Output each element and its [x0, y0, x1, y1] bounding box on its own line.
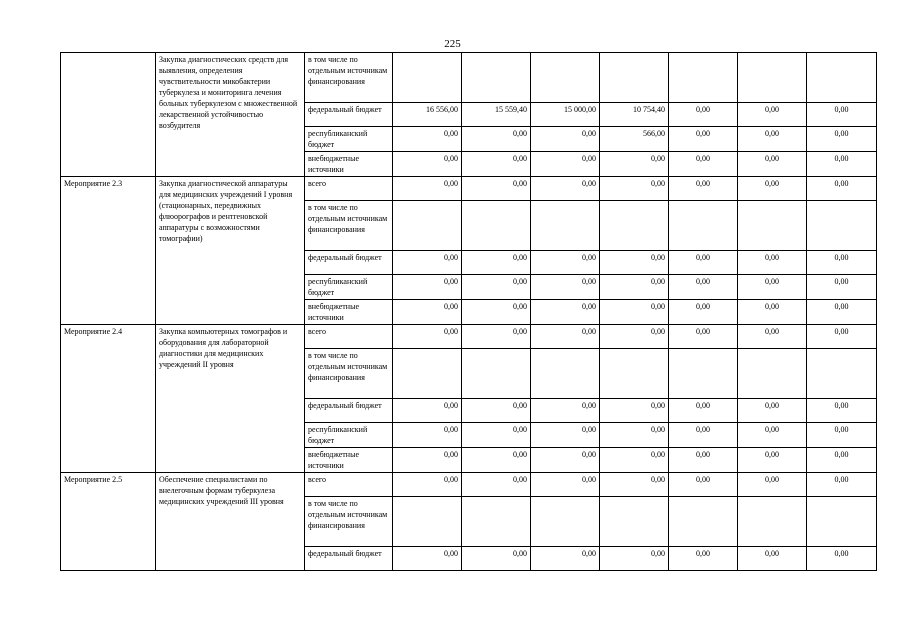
measure-code: Мероприятие 2.3	[61, 177, 156, 325]
amount-cell: 0,00	[669, 251, 738, 275]
amount-cell: 0,00	[807, 547, 877, 571]
amount-cell	[738, 53, 807, 103]
amount-cell: 0,00	[669, 300, 738, 325]
amount-cell: 0,00	[393, 325, 462, 349]
funding-source: федеральный бюджет	[305, 251, 393, 275]
amount-cell: 0,00	[393, 448, 462, 473]
funding-source: всего	[305, 325, 393, 349]
funding-source: республиканский бюджет	[305, 423, 393, 448]
amount-cell	[738, 201, 807, 251]
amount-cell	[669, 497, 738, 547]
amount-cell: 15 559,40	[462, 103, 531, 127]
amount-cell: 0,00	[462, 325, 531, 349]
amount-cell	[600, 497, 669, 547]
amount-cell: 0,00	[738, 177, 807, 201]
amount-cell: 0,00	[531, 152, 600, 177]
funding-source: республиканский бюджет	[305, 275, 393, 300]
amount-cell: 0,00	[600, 448, 669, 473]
amount-cell: 0,00	[531, 399, 600, 423]
table-row	[61, 325, 877, 349]
amount-cell: 0,00	[669, 152, 738, 177]
amount-cell	[600, 53, 669, 103]
funding-source: в том числе по отдельным источникам финансирования	[305, 53, 393, 103]
amount-cell: 0,00	[393, 127, 462, 152]
amount-cell: 0,00	[669, 547, 738, 571]
amount-cell: 0,00	[462, 127, 531, 152]
amount-cell: 0,00	[669, 423, 738, 448]
funding-source: внебюджетные источники	[305, 448, 393, 473]
amount-cell: 0,00	[393, 275, 462, 300]
amount-cell: 0,00	[600, 177, 669, 201]
amount-cell: 0,00	[462, 177, 531, 201]
page-number: 225	[444, 38, 461, 50]
amount-cell: 0,00	[738, 325, 807, 349]
amount-cell: 0,00	[600, 251, 669, 275]
amount-cell	[462, 497, 531, 547]
amount-cell: 0,00	[669, 275, 738, 300]
table-row	[61, 177, 877, 201]
funding-source: республиканский бюджет	[305, 127, 393, 152]
amount-cell: 0,00	[669, 127, 738, 152]
amount-cell: 0,00	[531, 251, 600, 275]
amount-cell: 10 754,40	[600, 103, 669, 127]
amount-cell: 0,00	[738, 127, 807, 152]
amount-cell	[462, 201, 531, 251]
amount-cell	[738, 349, 807, 399]
amount-cell	[531, 53, 600, 103]
amount-cell: 0,00	[738, 448, 807, 473]
amount-cell: 0,00	[807, 251, 877, 275]
amount-cell: 0,00	[462, 251, 531, 275]
amount-cell	[462, 53, 531, 103]
amount-cell	[393, 201, 462, 251]
amount-cell	[669, 201, 738, 251]
amount-cell: 0,00	[531, 448, 600, 473]
amount-cell	[393, 497, 462, 547]
amount-cell	[531, 349, 600, 399]
amount-cell: 0,00	[807, 325, 877, 349]
amount-cell: 0,00	[393, 547, 462, 571]
funding-source: федеральный бюджет	[305, 547, 393, 571]
amount-cell: 0,00	[462, 152, 531, 177]
amount-cell	[807, 201, 877, 251]
amount-cell: 0,00	[738, 399, 807, 423]
funding-source: в том числе по отдельным источникам финансирования	[305, 497, 393, 547]
amount-cell: 0,00	[600, 399, 669, 423]
measure-code: Мероприятие 2.4	[61, 325, 156, 473]
amount-cell: 0,00	[600, 275, 669, 300]
amount-cell: 0,00	[393, 251, 462, 275]
amount-cell	[462, 349, 531, 399]
amount-cell: 0,00	[807, 177, 877, 201]
amount-cell: 0,00	[393, 300, 462, 325]
amount-cell: 0,00	[531, 127, 600, 152]
amount-cell: 0,00	[531, 275, 600, 300]
amount-cell	[807, 497, 877, 547]
amount-cell: 0,00	[600, 423, 669, 448]
amount-cell: 0,00	[462, 448, 531, 473]
amount-cell: 0,00	[531, 547, 600, 571]
amount-cell: 0,00	[462, 423, 531, 448]
amount-cell: 0,00	[738, 251, 807, 275]
amount-cell: 0,00	[600, 473, 669, 497]
funding-source: всего	[305, 177, 393, 201]
measure-name: Закупка диагностической аппаратуры для медицинских учреждений I уровня (стационарных, передвижных флюорографов и рентгеновской аппаратуры с возможностями томографии)	[156, 177, 305, 325]
amount-cell	[531, 497, 600, 547]
amount-cell: 0,00	[807, 423, 877, 448]
amount-cell: 0,00	[531, 325, 600, 349]
amount-cell: 0,00	[393, 399, 462, 423]
funding-source: всего	[305, 473, 393, 497]
amount-cell: 0,00	[462, 547, 531, 571]
funding-source: внебюджетные источники	[305, 300, 393, 325]
table-row	[61, 53, 877, 103]
funding-source: в том числе по отдельным источникам финансирования	[305, 349, 393, 399]
amount-cell: 0,00	[393, 152, 462, 177]
measure-name: Закупка компьютерных томографов и оборудования для лабораторной диагностики для медицинских учреждений II уровня	[156, 325, 305, 473]
amount-cell: 0,00	[807, 448, 877, 473]
amount-cell: 16 556,00	[393, 103, 462, 127]
amount-cell: 0,00	[462, 300, 531, 325]
measure-code	[61, 53, 156, 177]
amount-cell: 566,00	[600, 127, 669, 152]
amount-cell: 0,00	[738, 152, 807, 177]
amount-cell: 0,00	[462, 399, 531, 423]
amount-cell	[393, 53, 462, 103]
amount-cell: 15 000,00	[531, 103, 600, 127]
amount-cell: 0,00	[600, 547, 669, 571]
amount-cell: 0,00	[669, 399, 738, 423]
amount-cell: 0,00	[462, 275, 531, 300]
amount-cell: 0,00	[738, 275, 807, 300]
amount-cell: 0,00	[738, 300, 807, 325]
measure-code: Мероприятие 2.5	[61, 473, 156, 571]
amount-cell: 0,00	[669, 177, 738, 201]
measure-name: Закупка диагностических средств для выявления, определения чувствительности микобактерии туберкулеза и мониторинга лечения больных туберкулезом с множественной лекарственной устойчивостью возбудителя	[156, 53, 305, 177]
amount-cell: 0,00	[738, 547, 807, 571]
amount-cell: 0,00	[669, 448, 738, 473]
funding-source: внебюджетные источники	[305, 152, 393, 177]
amount-cell: 0,00	[600, 152, 669, 177]
amount-cell: 0,00	[807, 300, 877, 325]
amount-cell	[669, 349, 738, 399]
amount-cell: 0,00	[807, 473, 877, 497]
amount-cell	[600, 201, 669, 251]
amount-cell: 0,00	[669, 473, 738, 497]
amount-cell: 0,00	[738, 103, 807, 127]
amount-cell: 0,00	[531, 177, 600, 201]
amount-cell	[807, 349, 877, 399]
amount-cell: 0,00	[669, 325, 738, 349]
amount-cell	[669, 53, 738, 103]
funding-source: в том числе по отдельным источникам финансирования	[305, 201, 393, 251]
amount-cell	[600, 349, 669, 399]
amount-cell: 0,00	[393, 473, 462, 497]
amount-cell	[807, 53, 877, 103]
amount-cell: 0,00	[738, 473, 807, 497]
funding-source: федеральный бюджет	[305, 399, 393, 423]
amount-cell: 0,00	[393, 177, 462, 201]
table-row	[61, 473, 877, 497]
amount-cell: 0,00	[807, 127, 877, 152]
amount-cell	[531, 201, 600, 251]
amount-cell: 0,00	[531, 300, 600, 325]
amount-cell: 0,00	[807, 399, 877, 423]
amount-cell: 0,00	[393, 423, 462, 448]
amount-cell: 0,00	[600, 325, 669, 349]
amount-cell: 0,00	[462, 473, 531, 497]
amount-cell: 0,00	[807, 275, 877, 300]
funding-source: федеральный бюджет	[305, 103, 393, 127]
amount-cell: 0,00	[738, 423, 807, 448]
amount-cell: 0,00	[531, 423, 600, 448]
budget-table	[60, 52, 877, 571]
amount-cell	[738, 497, 807, 547]
amount-cell: 0,00	[807, 103, 877, 127]
amount-cell: 0,00	[531, 473, 600, 497]
measure-name: Обеспечение специалистами по внелегочным формам туберкулеза медицинских учреждений III уровня	[156, 473, 305, 571]
amount-cell: 0,00	[807, 152, 877, 177]
amount-cell: 0,00	[600, 300, 669, 325]
table-body	[61, 53, 877, 571]
amount-cell	[393, 349, 462, 399]
amount-cell: 0,00	[669, 103, 738, 127]
